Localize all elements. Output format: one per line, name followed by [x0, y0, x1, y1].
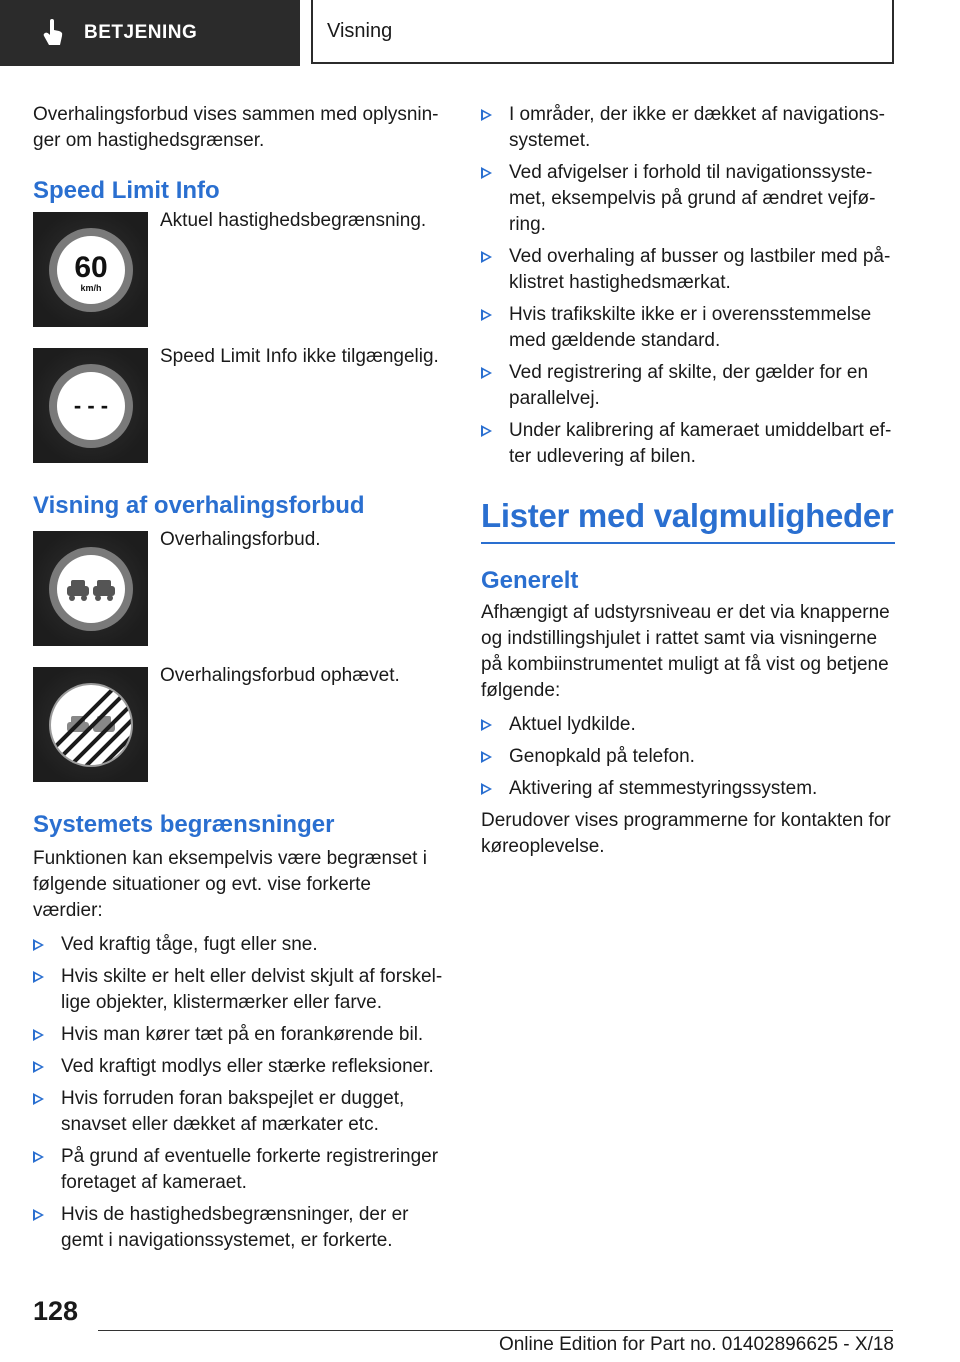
triangle-bullet-icon [481, 309, 492, 321]
header-section-tab [0, 0, 300, 66]
triangle-bullet-icon [481, 367, 492, 379]
speed-limit-unavailable-sign [33, 348, 148, 463]
triangle-bullet-icon [481, 751, 492, 763]
lists-heading: Lister med valgmuligheder [481, 497, 894, 534]
hand-pointer-icon [42, 19, 64, 47]
end-no-overtaking-sign [33, 667, 148, 782]
list-item: Ved afvigelser i forhold til navigationssyste-met, eksempelvis på grund af ændret vejfø-ring. [481, 160, 895, 238]
list-item: Hvis skilte er helt eller delvist skjult af forskel-lige objekter, klistermærker eller farve. [33, 964, 445, 1016]
footer-rule [98, 1330, 893, 1331]
triangle-bullet-icon [481, 109, 492, 121]
speed-limit-60-sign [33, 212, 148, 327]
intro-paragraph: Overhalingsforbud vises sammen med oplysnin-ger om hastighedsgrænser. [33, 104, 439, 151]
list-item: Ved registrering af skilte, der gælder for en parallelvej. [481, 360, 895, 412]
sign-na-caption: Speed Limit Info ikke tilgængelig. [160, 346, 439, 367]
sign-overtake-end-caption: Overhalingsforbud ophævet. [160, 665, 400, 686]
speed-value: 60 [73, 250, 108, 284]
section-label: BETJENING [84, 22, 198, 43]
chapter-title: Visning [327, 19, 393, 42]
list-item: Genopkald på telefon. [481, 744, 895, 770]
triangle-bullet-icon [33, 1061, 44, 1073]
overtake-heading: Visning af overhalingsforbud [33, 492, 365, 519]
heading-rule [481, 542, 895, 544]
limits-heading: Systemets begrænsninger [33, 811, 335, 838]
triangle-bullet-icon [481, 167, 492, 179]
list-item: På grund af eventuelle forkerte registreringer foretaget af kameraet. [33, 1144, 445, 1196]
list-item: Ved overhaling af busser og lastbiler med på-klistret hastighedsmærkat. [481, 244, 895, 296]
left-column [33, 102, 445, 1260]
list-item: Ved kraftigt modlys eller stærke refleksioner. [33, 1054, 445, 1080]
triangle-bullet-icon [33, 1093, 44, 1105]
list-item: I områder, der ikke er dækket af navigations-systemet. [481, 102, 895, 154]
list-item: Hvis forruden foran bakspejlet er dugget, snavset eller dækket af mærkater etc. [33, 1086, 445, 1138]
no-overtaking-sign [33, 531, 148, 646]
list-item: Aktuel lydkilde. [481, 712, 895, 738]
list-item: Hvis trafikskilte ikke er i overensstemmelse med gældende standard. [481, 302, 895, 354]
general-heading: Generelt [481, 567, 579, 594]
speed-unit: km/h [79, 282, 102, 293]
sign-row-overtake [33, 531, 445, 646]
end-no-overtaking-icon [46, 680, 136, 770]
limits-list-continued [481, 102, 895, 470]
speed-limit-heading: Speed Limit Info [33, 177, 220, 204]
general-intro: Afhængigt af udstyrsniveau er det via knapperne og indstillingshjulet i rattet samt via visningerne på kombiinstrumentet muligt at få vist og betjene følgende: [481, 602, 890, 701]
triangle-bullet-icon [33, 939, 44, 951]
triangle-bullet-icon [481, 783, 492, 795]
list-item: Aktivering af stemmestyringssystem. [481, 776, 895, 802]
triangle-bullet-icon [33, 1029, 44, 1041]
speed-60-icon [46, 225, 136, 315]
limits-intro: Funktionen kan eksempelvis være begrænset i følgende situationer og evt. vise forkerte værdier: [33, 848, 427, 921]
list-item: Ved kraftig tåge, fugt eller sne. [33, 932, 445, 958]
general-outro: Derudover vises programmerne for kontakten for køreoplevelse. [481, 810, 891, 857]
triangle-bullet-icon [33, 971, 44, 983]
page-number: 128 [33, 1296, 79, 1326]
sign-60-caption: Aktuel hastighedsbegrænsning. [160, 210, 427, 231]
speed-unavailable-icon [46, 361, 136, 451]
list-item: Under kalibrering af kameraet umiddelbart ef-ter udlevering af bilen. [481, 418, 895, 470]
chapter-title-box [311, 0, 894, 64]
sign-row-60 [33, 212, 445, 327]
triangle-bullet-icon [481, 251, 492, 263]
sign-row-overtake-end [33, 667, 445, 782]
triangle-bullet-icon [33, 1209, 44, 1221]
sign-row-na [33, 348, 445, 463]
edition-note: Online Edition for Part no. 01402896625 - X/18 [498, 1334, 894, 1355]
triangle-bullet-icon [33, 1151, 44, 1163]
limits-list [33, 932, 445, 1254]
triangle-bullet-icon [481, 719, 492, 731]
unavailable-value: - - - [73, 392, 108, 418]
general-list [481, 712, 895, 802]
right-column [481, 102, 895, 860]
list-item: Hvis de hastighedsbegrænsninger, der er gemt i navigationssystemet, er forkerte. [33, 1202, 445, 1254]
sign-overtake-caption: Overhalingsforbud. [160, 529, 321, 550]
list-item: Hvis man kører tæt på en forankørende bil. [33, 1022, 445, 1048]
triangle-bullet-icon [481, 425, 492, 437]
no-overtaking-icon [46, 544, 136, 634]
